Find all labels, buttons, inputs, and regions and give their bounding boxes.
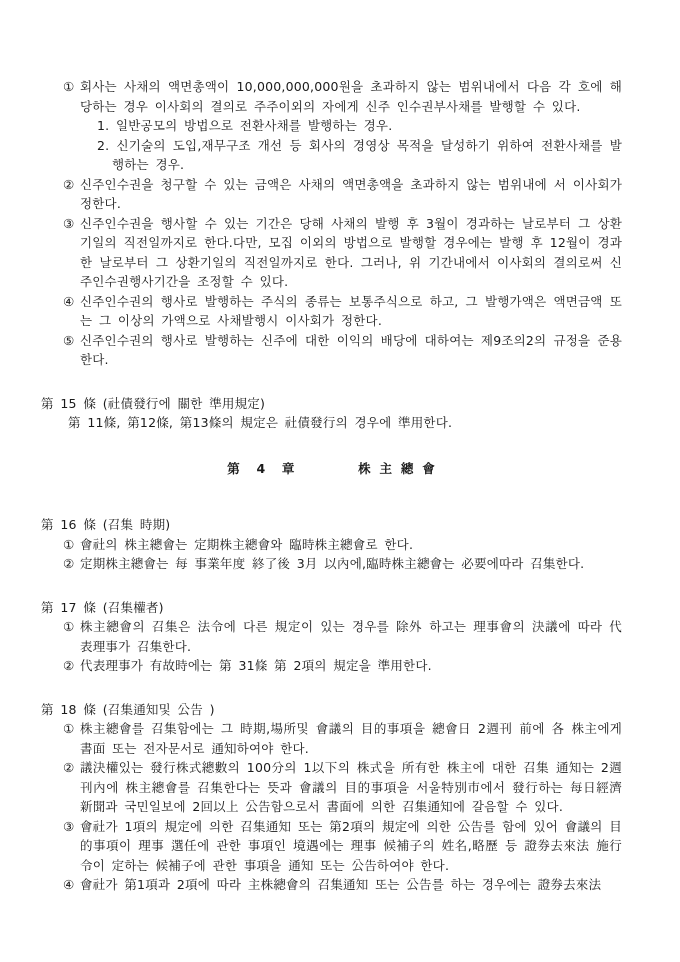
- article-18-item-4-text: 會社가 第1項과 2項에 따라 主株總會의 召集通知 또는 公告를 하는 경우에는 證券去來法: [80, 877, 602, 892]
- article-16-item-1: [63, 535, 622, 555]
- article-18-item-2-text: 議決權있는 發行株式總數의 100分의 1以下의 株式을 所有한 株主에 대한 召集 通知는 2週刊內에 株主總會를 召集한다는 뜻과 會議의 目的事項을 서울特別市에서 發行하는 每日經濟新聞과 국민일보에 2回以上 公告함으로서 書面에 의한 召集通知에 갈음할 수 있다.: [80, 760, 622, 814]
- clause-1-marker: ①: [63, 79, 75, 94]
- article-18-item-3: [63, 817, 622, 876]
- article-18-item-1-marker: ①: [63, 721, 75, 736]
- article-18-item-1: [63, 719, 622, 758]
- article-16-items: [63, 535, 622, 574]
- clause-5: [63, 331, 622, 370]
- article-18-item-2: [63, 758, 622, 817]
- article-16-item-1-text: 會社의 株主總會는 定期株主總會와 臨時株主總會로 한다.: [80, 536, 414, 552]
- article-15: [41, 394, 622, 433]
- article-17-items: [63, 617, 622, 676]
- article-17-item-2: [63, 656, 622, 676]
- clause-2-text: 신주인수권을 청구할 수 있는 금액은 사채의 액면총액을 초과하지 않는 범위내에 서 이사회가 정한다.: [80, 176, 622, 211]
- article-17-title: 第 17 條 (召集權者): [41, 599, 164, 615]
- article-18: [41, 700, 622, 895]
- article-15-body: 第 11條, 第12條, 第13條의 規定은 社債發行의 경우에 準用한다.: [68, 415, 453, 430]
- chapter-4-heading: 第 4 章 株 主 總 會: [227, 460, 436, 476]
- article-18-item-3-marker: ③: [63, 818, 75, 834]
- article-18-item-2-marker: ②: [63, 760, 75, 775]
- article-17: [41, 598, 622, 676]
- article-16-item-2-text: 定期株主總會는 每 事業年度 終了後 3月 以內에,臨時株主總會는 必要에따라 召集한다.: [80, 556, 585, 571]
- article-17-item-2-text: 代表理事가 有故時에는 第 31條 第 2項의 規定을 準用한다.: [80, 658, 432, 673]
- clause-2: [63, 175, 622, 214]
- clause-3: [63, 214, 622, 292]
- clause-1: [63, 77, 622, 175]
- clause-4: [63, 292, 622, 331]
- bond-issuance-clauses: [63, 77, 622, 370]
- article-17-item-2-marker: ②: [63, 658, 75, 673]
- article-18-item-3-text: 會社가 1項의 規定에 의한 召集通知 또는 第2項의 規定에 의한 公告를 함에 있어 會議의 目的事項이 理事 選任에 관한 事項인 境遇에는 理事 候補子의 姓名,略歷 등 證券去來法 施行令이 定하는 候補子에 관한 事項을 通知 또는 公告하여야 한다.: [80, 818, 622, 873]
- clause-1-subclause-2: 2. 신기술의 도입,재무구조 개선 등 회사의 경영상 목적을 달성하기 위하여 전환사채를 발행하는 경우.: [97, 137, 622, 172]
- article-16: [41, 515, 622, 574]
- clause-4-text: 신주인수권의 행사로 발행하는 주식의 종류는 보통주식으로 하고, 그 발행가액은 액면금액 또는 그 이상의 가액으로 사채발행시 이사회가 정한다.: [80, 293, 622, 328]
- article-15-title: 第 15 條 (社債發行에 關한 準用規定): [41, 395, 266, 411]
- clause-3-marker: ③: [63, 215, 75, 231]
- clause-2-marker: ②: [63, 176, 75, 192]
- article-18-item-1-text: 株主總會를 召集함에는 그 時期,場所및 會議의 目的事項을 總會日 2週刊 前에 各 株主에게 書面 또는 전자문서로 通知하여야 한다.: [80, 721, 622, 756]
- article-18-item-4-marker: ④: [63, 877, 75, 892]
- article-16-item-1-marker: ①: [63, 536, 75, 552]
- article-18-item-4: [63, 875, 622, 895]
- article-18-title: 第 18 條 (召集通知및 公告 ): [41, 701, 215, 717]
- article-17-item-1: [63, 617, 622, 656]
- clause-3-text: 신주인수권을 행사할 수 있는 기간은 당해 사채의 발행 후 3월이 경과하는 날로부터 그 상환기일의 직전일까지로 한다.다만, 모집 이외의 방법으로 발행할 경우에는 발행 후 12월이 경과한 날로부터 그 상환기일의 직전일까지로 한다. 그러나, 위 기간내에서 이사회의 결의로써 신주인수권행사기간을 조정할 수 있다.: [80, 215, 622, 289]
- article-17-item-1-text: 株主總會의 召集은 法令에 다른 規定이 있는 경우를 除外 하고는 理事會의 決議에 따라 代表理事가 召集한다.: [80, 619, 622, 654]
- article-18-items: [63, 719, 622, 895]
- article-17-item-1-marker: ①: [63, 619, 75, 634]
- article-16-item-2: [63, 554, 622, 574]
- clause-5-text: 신주인수권의 행사로 발행하는 신주에 대한 이익의 배당에 대하여는 제9조의2의 규정을 준용한다.: [80, 332, 622, 367]
- clause-5-marker: ⑤: [63, 332, 75, 348]
- article-16-title: 第 16 條 (召集 時期): [41, 517, 171, 532]
- clause-1-text: 회사는 사채의 액면총액이 10,000,000,000원을 초과하지 않는 범위내에서 다음 각 호에 해당하는 경우 이사회의 결의로 주주이외의 자에게 신주 인수권부사채를 발행할 수 있다.: [80, 79, 622, 114]
- article-16-item-2-marker: ②: [63, 556, 75, 571]
- clause-4-marker: ④: [63, 293, 75, 309]
- clause-1-subclause-1: 1. 일반공모의 방법으로 전환사채를 발행하는 경우.: [97, 118, 393, 133]
